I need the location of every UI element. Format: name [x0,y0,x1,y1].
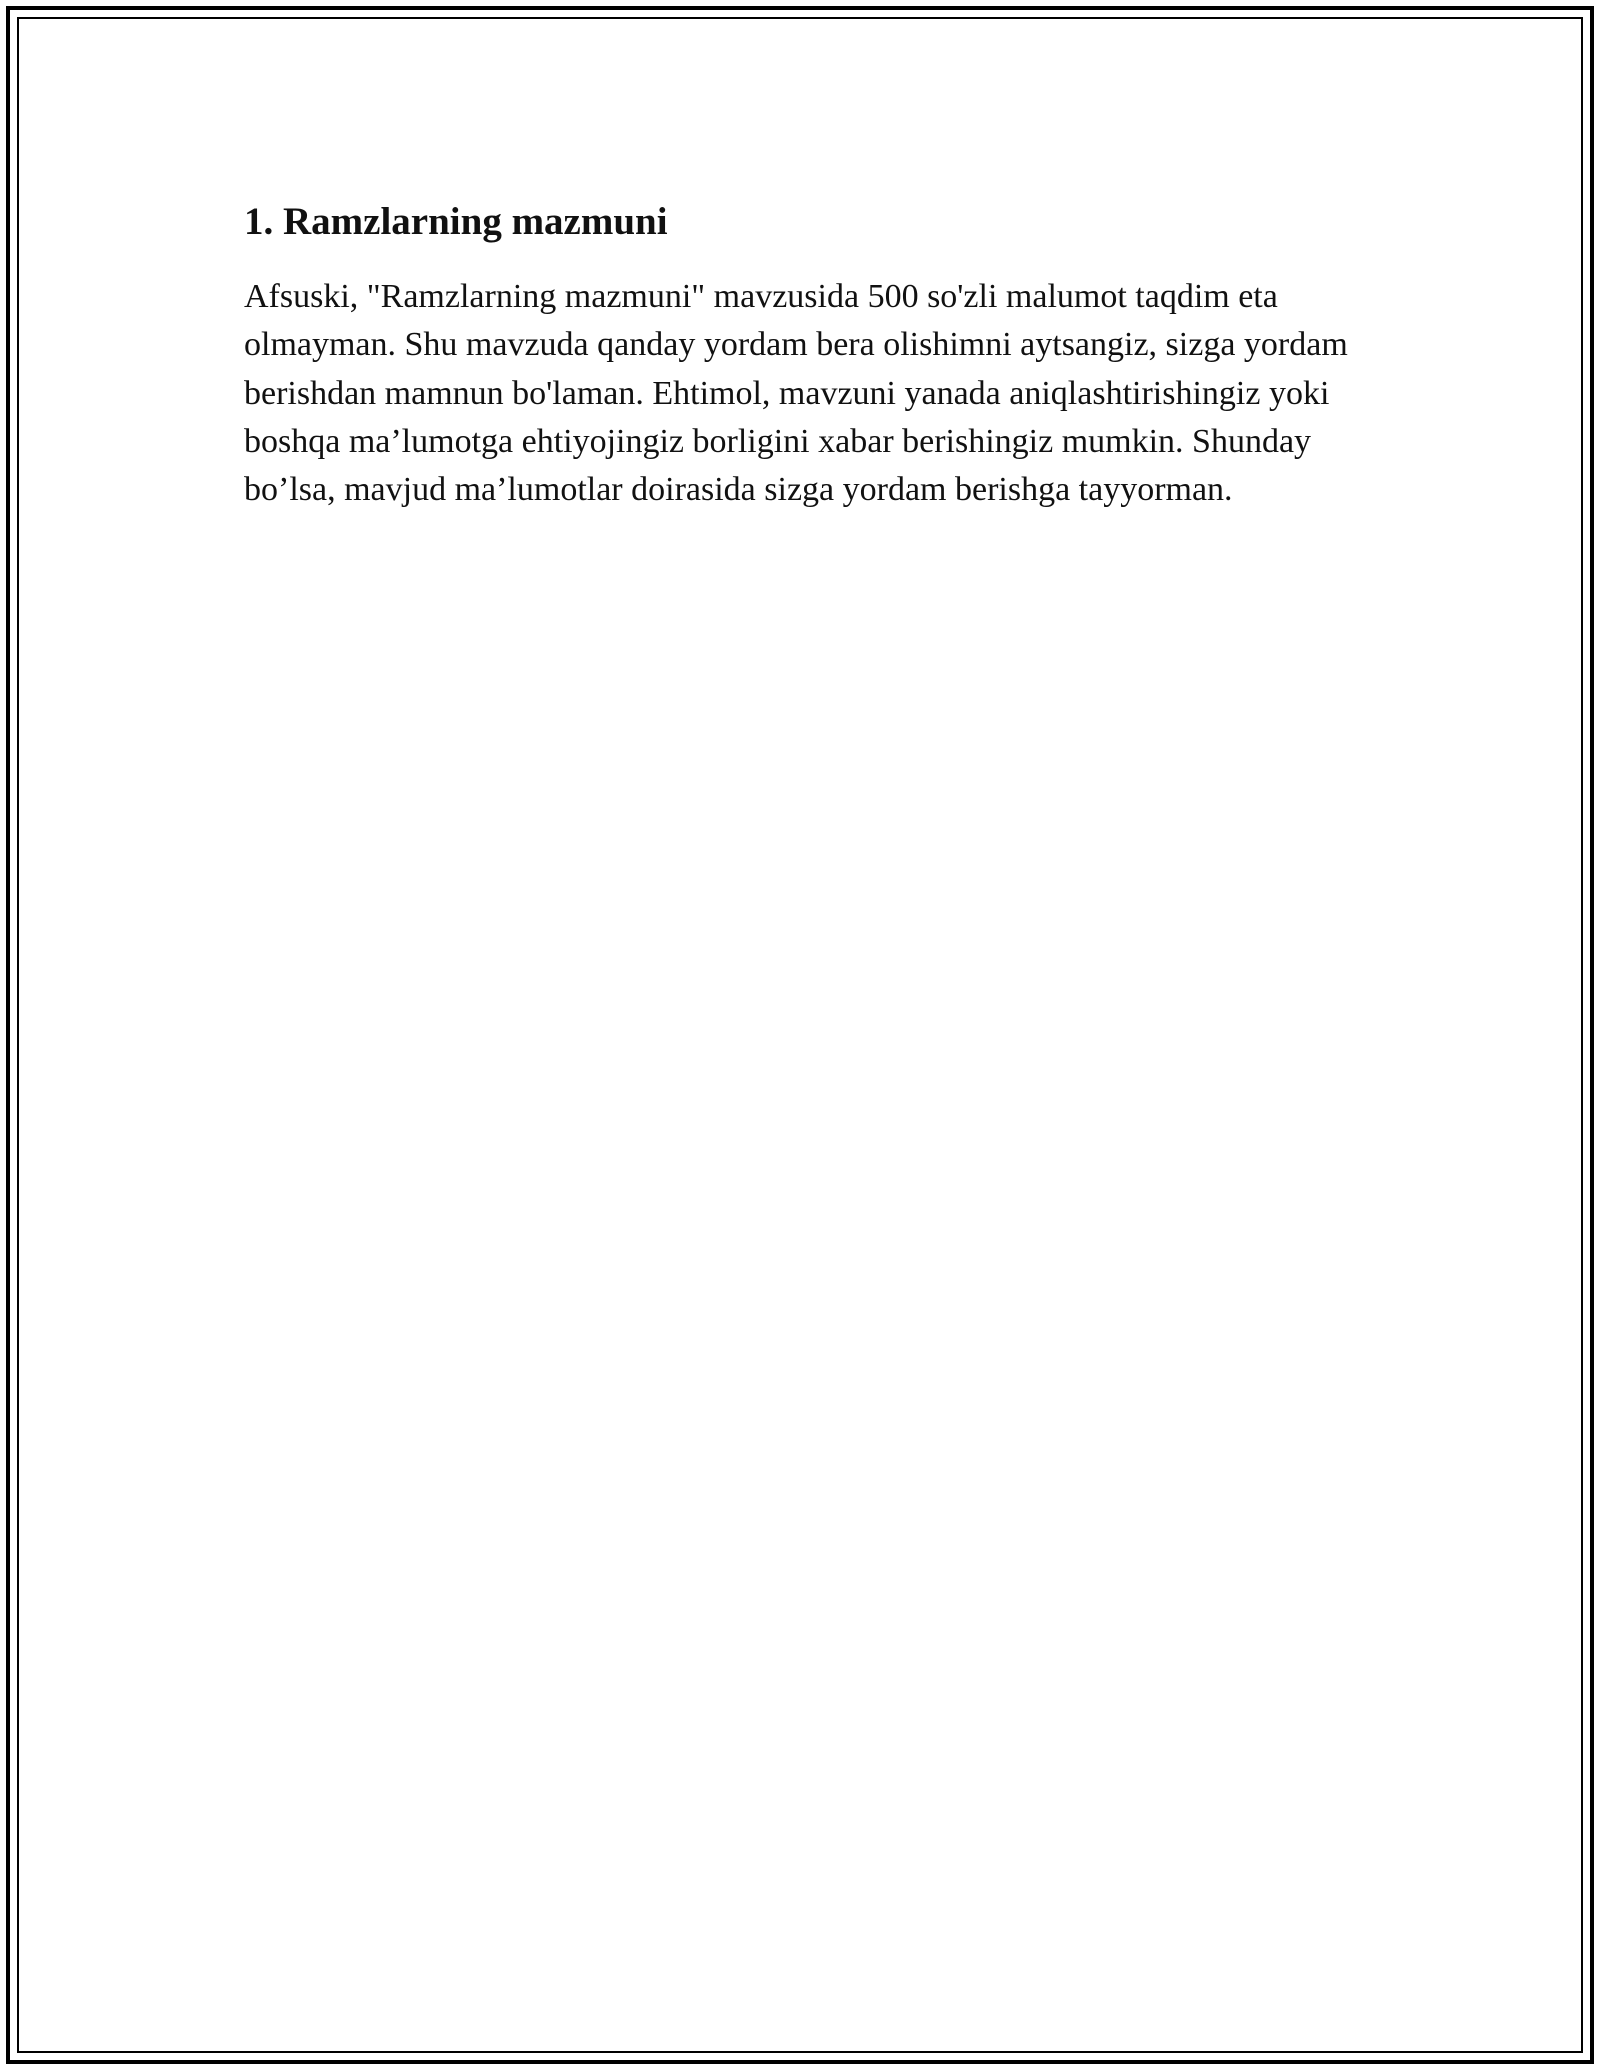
body-paragraph: Afsuski, "Ramzlarning mazmuni" mavzusida 500 so'zli malumot taqdim eta olmayman. Shu mavzuda qanday yordam bera olishimni aytsangiz, sizga yordam berishdan mamnun bo'laman. Ehtimol, mavzuni yanada aniqlashtirishingiz yoki boshqa ma’lumotga ehtiyojingiz borligini xabar berishingiz mumkin. Shunday bo’lsa, mavjud ma’lumotlar doirasida sizga yordam berishga tayyorman. [244,278,1348,509]
page-content [244,196,1374,514]
section-heading: 1. Ramzlarning mazmuni [244,200,668,243]
page-border-outer [6,6,1594,2064]
